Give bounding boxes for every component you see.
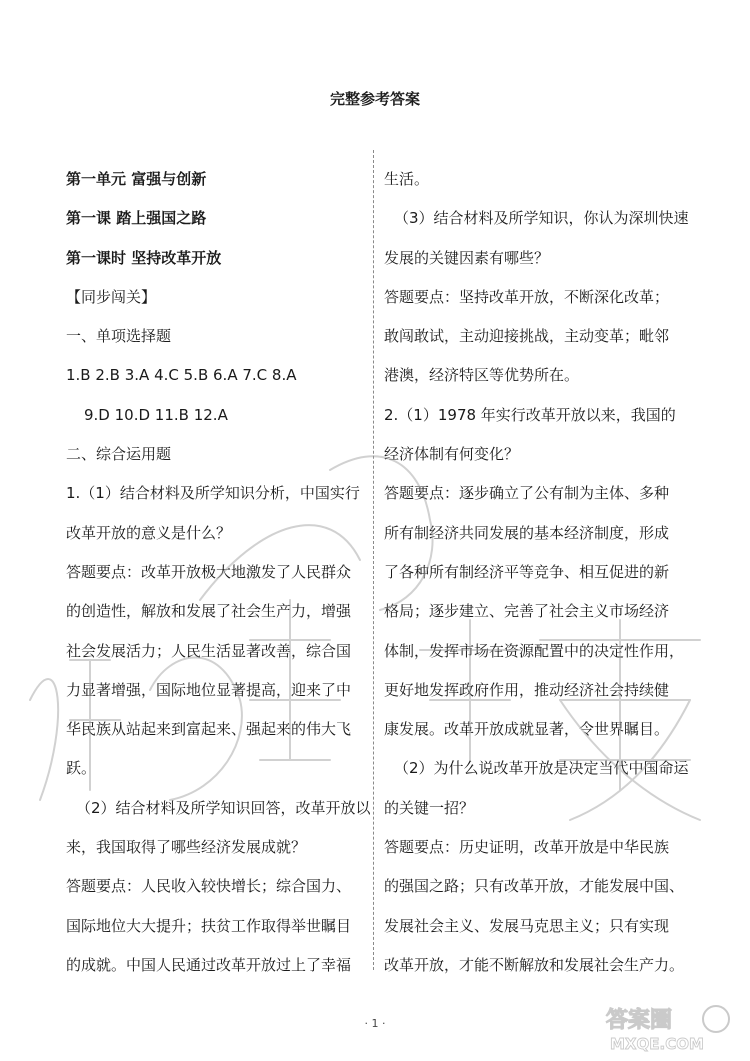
text-line: 康发展。改革开放成就显著，令世界瞩目。 <box>384 720 670 739</box>
text-line: 答题要点：坚持改革开放，不断深化改革； <box>384 287 670 306</box>
text-line: 发展的关键因素有哪些？ <box>384 248 550 267</box>
text-line: 2.（1）1978 年实行改革开放以来，我国的 <box>384 405 676 424</box>
text-line: 1.（1）结合材料及所学知识分析，中国实行 <box>66 484 360 503</box>
text-line: 力显著增强，国际地位显著提高，迎来了中 <box>66 680 352 699</box>
text-line: 答题要点：人民收入较快增长；综合国力、 <box>66 877 352 896</box>
text-line: 答题要点：逐步确立了公有制为主体、多种 <box>384 484 670 503</box>
question-type-heading: 一、单项选择题 <box>66 327 172 346</box>
svg-text:MXQE.COM: MXQE.COM <box>610 1035 704 1053</box>
text-line: 跃。 <box>66 759 97 778</box>
section-label: 【同步闯关】 <box>66 287 157 306</box>
left-column <box>66 160 371 985</box>
text-line: 生活。 <box>384 170 430 188</box>
text-line: 改革开放，才能不断解放和发展社会生产力。 <box>384 955 685 974</box>
lesson-heading: 第一课 踏上强国之路 <box>66 209 207 228</box>
page-number: · 1 · <box>364 1017 386 1030</box>
text-line: 的强国之路；只有改革开放，才能发展中国、 <box>384 877 685 896</box>
text-line: 国际地位大大提升；扶贫工作取得举世瞩目 <box>66 916 352 935</box>
text-line: 来，我国取得了哪些经济发展成就？ <box>66 838 307 857</box>
column-divider <box>373 150 374 970</box>
answer-key-row: 1.B 2.B 3.A 4.C 5.B 6.A 7.C 8.A <box>66 366 297 385</box>
text-line: 体制，发挥市场在资源配置中的决定性作用， <box>384 641 685 660</box>
text-line: 社会发展活力；人民生活显著改善，综合国 <box>66 641 352 660</box>
text-line: 港澳，经济特区等优势所在。 <box>384 366 580 385</box>
text-line: 华民族从站起来到富起来、强起来的伟大飞 <box>66 720 352 739</box>
text-line: （2）为什么说改革开放是决定当代中国命运 <box>394 759 689 778</box>
text-line: 格局；逐步建立、完善了社会主义市场经济 <box>384 602 670 621</box>
site-watermark-logo <box>600 999 740 1055</box>
text-line: 的成就。中国人民通过改革开放过上了幸福 <box>66 955 352 974</box>
page-title: 完整参考答案 <box>329 90 420 108</box>
right-column <box>384 160 689 985</box>
text-line: 敢闯敢试，主动迎接挑战，主动变革；毗邻 <box>384 327 670 346</box>
text-line: （2）结合材料及所学知识回答，改革开放以 <box>76 798 371 817</box>
text-line: 经济体制有何变化？ <box>384 445 520 464</box>
text-line: 的创造性，解放和发展了社会生产力，增强 <box>66 602 352 621</box>
answer-key-row: 9.D 10.D 11.B 12.A <box>84 405 228 424</box>
text-line: 答题要点：历史证明，改革开放是中华民族 <box>384 838 670 857</box>
text-line: 的关键一招？ <box>384 798 475 817</box>
text-line: 更好地发挥政府作用，推动经济社会持续健 <box>384 680 670 699</box>
text-line: 改革开放的意义是什么？ <box>66 523 232 542</box>
text-line: 所有制经济共同发展的基本经济制度，形成 <box>384 523 670 542</box>
svg-text:答案圈: 答案圈 <box>606 1008 673 1033</box>
question-type-heading: 二、综合运用题 <box>66 445 172 464</box>
unit-heading: 第一单元 富强与创新 <box>66 170 207 188</box>
period-heading: 第一课时 坚持改革开放 <box>66 248 222 267</box>
text-line: 答题要点：改革开放极大地激发了人民群众 <box>66 562 352 581</box>
text-line: 了各种所有制经济平等竞争、相互促进的新 <box>384 562 670 581</box>
text-line: （3）结合材料及所学知识，你认为深圳快速 <box>394 209 689 228</box>
text-line: 发展社会主义、发展马克思主义；只有实现 <box>384 916 670 935</box>
